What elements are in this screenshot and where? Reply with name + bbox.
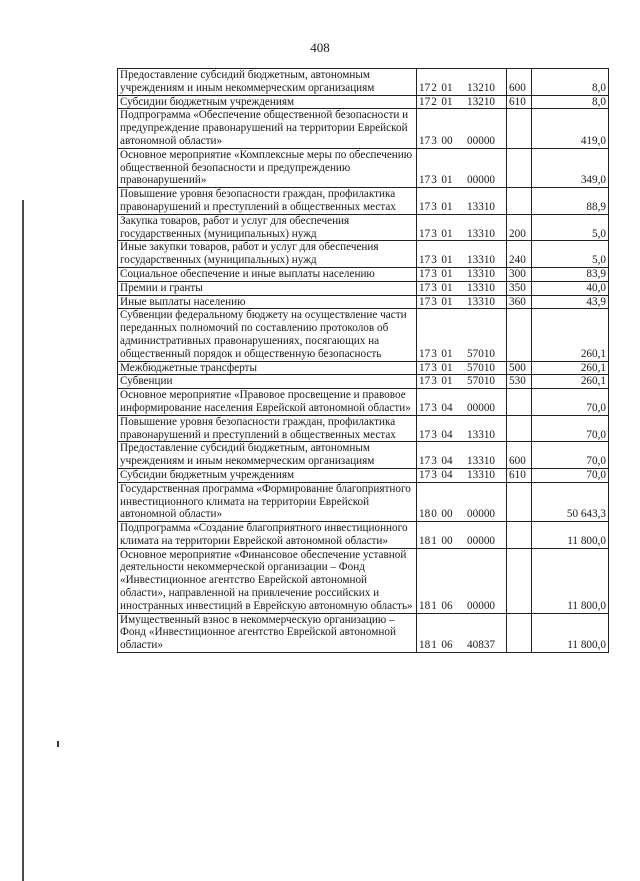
code-part: 04 [441, 468, 453, 481]
row-expense-type: 530 [507, 375, 532, 389]
row-name: Подпрограмма «Создание благоприятного инвестиционного климата на территории Еврейской автономной области» [118, 522, 417, 549]
row-amount: 43,9 [532, 295, 609, 309]
code-part: 17 [419, 455, 431, 468]
code-part: 17 [419, 468, 431, 481]
row-amount: 260,1 [532, 375, 609, 389]
row-code [417, 548, 507, 613]
row-expense-type: 600 [507, 69, 532, 96]
row-expense-type [507, 309, 532, 361]
table-row [118, 361, 609, 375]
row-name: Основное мероприятие «Правовое просвещение и правовое информирование населения Еврейской автономной области» [118, 389, 417, 416]
code-part: 01 [441, 281, 453, 294]
row-code [417, 267, 507, 281]
row-name: Закупка товаров, работ и услуг для обеспечения государственных (муниципальных) нужд [118, 214, 417, 241]
code-part: 17 [419, 95, 431, 108]
code-part: 01 [441, 295, 453, 308]
row-name: Предоставление субсидий бюджетным, автономным учреждениям и иным некоммерческим организациям [118, 442, 417, 469]
row-amount: 88,9 [532, 188, 609, 215]
code-part: 00000 [467, 534, 495, 547]
table-row [118, 415, 609, 442]
row-amount: 260,1 [532, 309, 609, 361]
row-code [417, 281, 507, 295]
code-part: 3 [431, 468, 437, 481]
row-name: Основное мероприятие «Финансовое обеспечение уставной деятельности некоммерческой организации – Фонд «Инвестиционное агентство Еврейской автономной области», направленной на привлечение российских и иностранных инвестиций в Еврейскую автономную область» [118, 548, 417, 613]
budget-table-body [118, 69, 609, 653]
row-code [417, 613, 507, 652]
code-part: 57010 [467, 361, 495, 374]
code-part: 18 [419, 508, 431, 521]
table-row [118, 375, 609, 389]
code-part: 17 [419, 134, 431, 147]
table-row [118, 548, 609, 613]
row-code [417, 241, 507, 268]
code-part: 00 [441, 508, 453, 521]
row-amount: 70,0 [532, 442, 609, 469]
code-part: 3 [431, 361, 437, 374]
row-name: Иные закупки товаров, работ и услуг для обеспечения государственных (муниципальных) нужд [118, 241, 417, 268]
code-part: 06 [441, 599, 453, 612]
table-row [118, 95, 609, 109]
row-expense-type: 200 [507, 214, 532, 241]
row-amount: 11 800,0 [532, 613, 609, 652]
row-expense-type: 610 [507, 95, 532, 109]
code-part: 3 [431, 227, 437, 240]
code-part: 3 [431, 200, 437, 213]
code-part: 01 [441, 200, 453, 213]
table-row [118, 468, 609, 482]
row-expense-type: 300 [507, 267, 532, 281]
code-part: 57010 [467, 375, 495, 388]
code-part: 3 [431, 134, 437, 147]
table-row [118, 389, 609, 416]
row-name: Имущественный взнос в некоммерческую организацию – Фонд «Инвестиционное агентство Еврейской автономной области» [118, 613, 417, 652]
code-part: 04 [441, 455, 453, 468]
row-expense-type: 500 [507, 361, 532, 375]
code-part: 17 [419, 375, 431, 388]
table-row [118, 109, 609, 148]
row-amount: 11 800,0 [532, 522, 609, 549]
row-amount: 349,0 [532, 148, 609, 187]
row-expense-type [507, 148, 532, 187]
code-part: 00000 [467, 401, 495, 414]
row-expense-type [507, 482, 532, 521]
row-name: Премии и гранты [118, 281, 417, 295]
table-row [118, 188, 609, 215]
code-part: 01 [441, 174, 453, 187]
code-part: 01 [441, 227, 453, 240]
row-expense-type [507, 522, 532, 549]
row-amount: 5,0 [532, 241, 609, 268]
code-part: 18 [419, 639, 431, 652]
code-part: 06 [441, 639, 453, 652]
row-expense-type: 600 [507, 442, 532, 469]
code-part: 13310 [467, 455, 495, 468]
code-part: 3 [431, 401, 437, 414]
row-name: Субсидии бюджетным учреждениям [118, 468, 417, 482]
row-code [417, 148, 507, 187]
code-part: 01 [441, 267, 453, 280]
table-row [118, 69, 609, 96]
code-part: 01 [441, 254, 453, 267]
code-part: 17 [419, 174, 431, 187]
table-row [118, 214, 609, 241]
row-expense-type [507, 548, 532, 613]
code-part: 40837 [467, 639, 495, 652]
row-amount: 70,0 [532, 389, 609, 416]
row-amount: 11 800,0 [532, 548, 609, 613]
row-amount: 8,0 [532, 95, 609, 109]
code-part: 1 [431, 599, 437, 612]
code-part: 01 [441, 375, 453, 388]
code-part: 00 [441, 534, 453, 547]
code-part: 13310 [467, 267, 495, 280]
row-expense-type: 610 [507, 468, 532, 482]
row-code [417, 188, 507, 215]
code-part: 17 [419, 281, 431, 294]
scan-edge-line [22, 200, 24, 881]
code-part: 13310 [467, 227, 495, 240]
code-part: 18 [419, 599, 431, 612]
row-name: Повышение уровня безопасности граждан, профилактика правонарушений и преступлений в общественных местах [118, 188, 417, 215]
row-code [417, 95, 507, 109]
code-part: 00000 [467, 508, 495, 521]
code-part: 04 [441, 401, 453, 414]
row-name: Подпрограмма «Обеспечение общественной безопасности и предупреждение правонарушений на территории Еврейской автономной области» [118, 109, 417, 148]
row-name: Предоставление субсидий бюджетным, автономным учреждениям и иным некоммерческим организациям [118, 69, 417, 96]
row-amount: 5,0 [532, 214, 609, 241]
code-part: 01 [441, 81, 453, 94]
row-code [417, 522, 507, 549]
table-row [118, 442, 609, 469]
row-code [417, 361, 507, 375]
table-row [118, 613, 609, 652]
row-name: Межбюджетные трансферты [118, 361, 417, 375]
row-amount: 70,0 [532, 468, 609, 482]
row-expense-type: 350 [507, 281, 532, 295]
code-part: 17 [419, 267, 431, 280]
table-row [118, 482, 609, 521]
row-code [417, 415, 507, 442]
row-expense-type: 240 [507, 241, 532, 268]
code-part: 57010 [467, 347, 495, 360]
code-part: 3 [431, 267, 437, 280]
code-part: 2 [431, 95, 437, 108]
code-part: 17 [419, 295, 431, 308]
row-code [417, 375, 507, 389]
code-part: 13310 [467, 200, 495, 213]
code-part: 04 [441, 428, 453, 441]
row-code [417, 214, 507, 241]
row-code [417, 482, 507, 521]
row-amount: 260,1 [532, 361, 609, 375]
code-part: 3 [431, 174, 437, 187]
code-part: 3 [431, 254, 437, 267]
row-code [417, 468, 507, 482]
row-expense-type: 360 [507, 295, 532, 309]
code-part: 3 [431, 347, 437, 360]
table-row [118, 148, 609, 187]
code-part: 13310 [467, 468, 495, 481]
row-name: Повышение уровня безопасности граждан, профилактика правонарушений и преступлений в общественных местах [118, 415, 417, 442]
code-part: 13310 [467, 428, 495, 441]
row-amount: 70,0 [532, 415, 609, 442]
table-row [118, 295, 609, 309]
row-amount: 419,0 [532, 109, 609, 148]
code-part: 3 [431, 375, 437, 388]
row-name: Субвенции федеральному бюджету на осуществление части переданных полномочий по составлению протоколов об административных правонарушениях, посягающих на общественный порядок и общественную безопасность [118, 309, 417, 361]
row-name: Иные выплаты населению [118, 295, 417, 309]
row-code [417, 69, 507, 96]
row-expense-type [507, 415, 532, 442]
code-part: 1 [431, 534, 437, 547]
table-row [118, 309, 609, 361]
row-name: Субвенции [118, 375, 417, 389]
code-part: 2 [431, 81, 437, 94]
row-code [417, 442, 507, 469]
table-row [118, 267, 609, 281]
budget-table [117, 68, 609, 653]
row-name: Основное мероприятие «Комплексные меры по обеспечению общественной безопасности и предупреждению правонарушений» [118, 148, 417, 187]
code-part: 01 [441, 347, 453, 360]
code-part: 13310 [467, 254, 495, 267]
code-part: 00000 [467, 134, 495, 147]
row-amount: 40,0 [532, 281, 609, 295]
code-part: 0 [431, 508, 437, 521]
row-name: Социальное обеспечение и иные выплаты населению [118, 267, 417, 281]
row-expense-type [507, 188, 532, 215]
row-code [417, 295, 507, 309]
code-part: 3 [431, 455, 437, 468]
code-part: 13310 [467, 281, 495, 294]
code-part: 3 [431, 428, 437, 441]
row-code [417, 109, 507, 148]
code-part: 17 [419, 200, 431, 213]
table-row [118, 522, 609, 549]
code-part: 17 [419, 428, 431, 441]
code-part: 17 [419, 81, 431, 94]
code-part: 1 [431, 639, 437, 652]
code-part: 17 [419, 347, 431, 360]
code-part: 13310 [467, 295, 495, 308]
row-expense-type [507, 109, 532, 148]
row-amount: 50 643,3 [532, 482, 609, 521]
scan-mark [57, 741, 59, 747]
row-name: Государственная программа «Формирование благоприятного инвестиционного климата на территории Еврейской автономной области» [118, 482, 417, 521]
row-expense-type [507, 389, 532, 416]
code-part: 3 [431, 295, 437, 308]
code-part: 01 [441, 361, 453, 374]
row-code [417, 309, 507, 361]
table-row [118, 281, 609, 295]
row-code [417, 389, 507, 416]
code-part: 3 [431, 281, 437, 294]
row-amount: 8,0 [532, 69, 609, 96]
page-number: 408 [310, 40, 330, 55]
code-part: 00 [441, 134, 453, 147]
code-part: 17 [419, 254, 431, 267]
code-part: 18 [419, 534, 431, 547]
code-part: 17 [419, 361, 431, 374]
code-part: 17 [419, 227, 431, 240]
code-part: 13210 [467, 95, 495, 108]
code-part: 00000 [467, 174, 495, 187]
code-part: 01 [441, 95, 453, 108]
table-row [118, 241, 609, 268]
row-amount: 83,9 [532, 267, 609, 281]
code-part: 17 [419, 401, 431, 414]
code-part: 00000 [467, 599, 495, 612]
row-name: Субсидии бюджетным учреждениям [118, 95, 417, 109]
code-part: 13210 [467, 81, 495, 94]
row-expense-type [507, 613, 532, 652]
